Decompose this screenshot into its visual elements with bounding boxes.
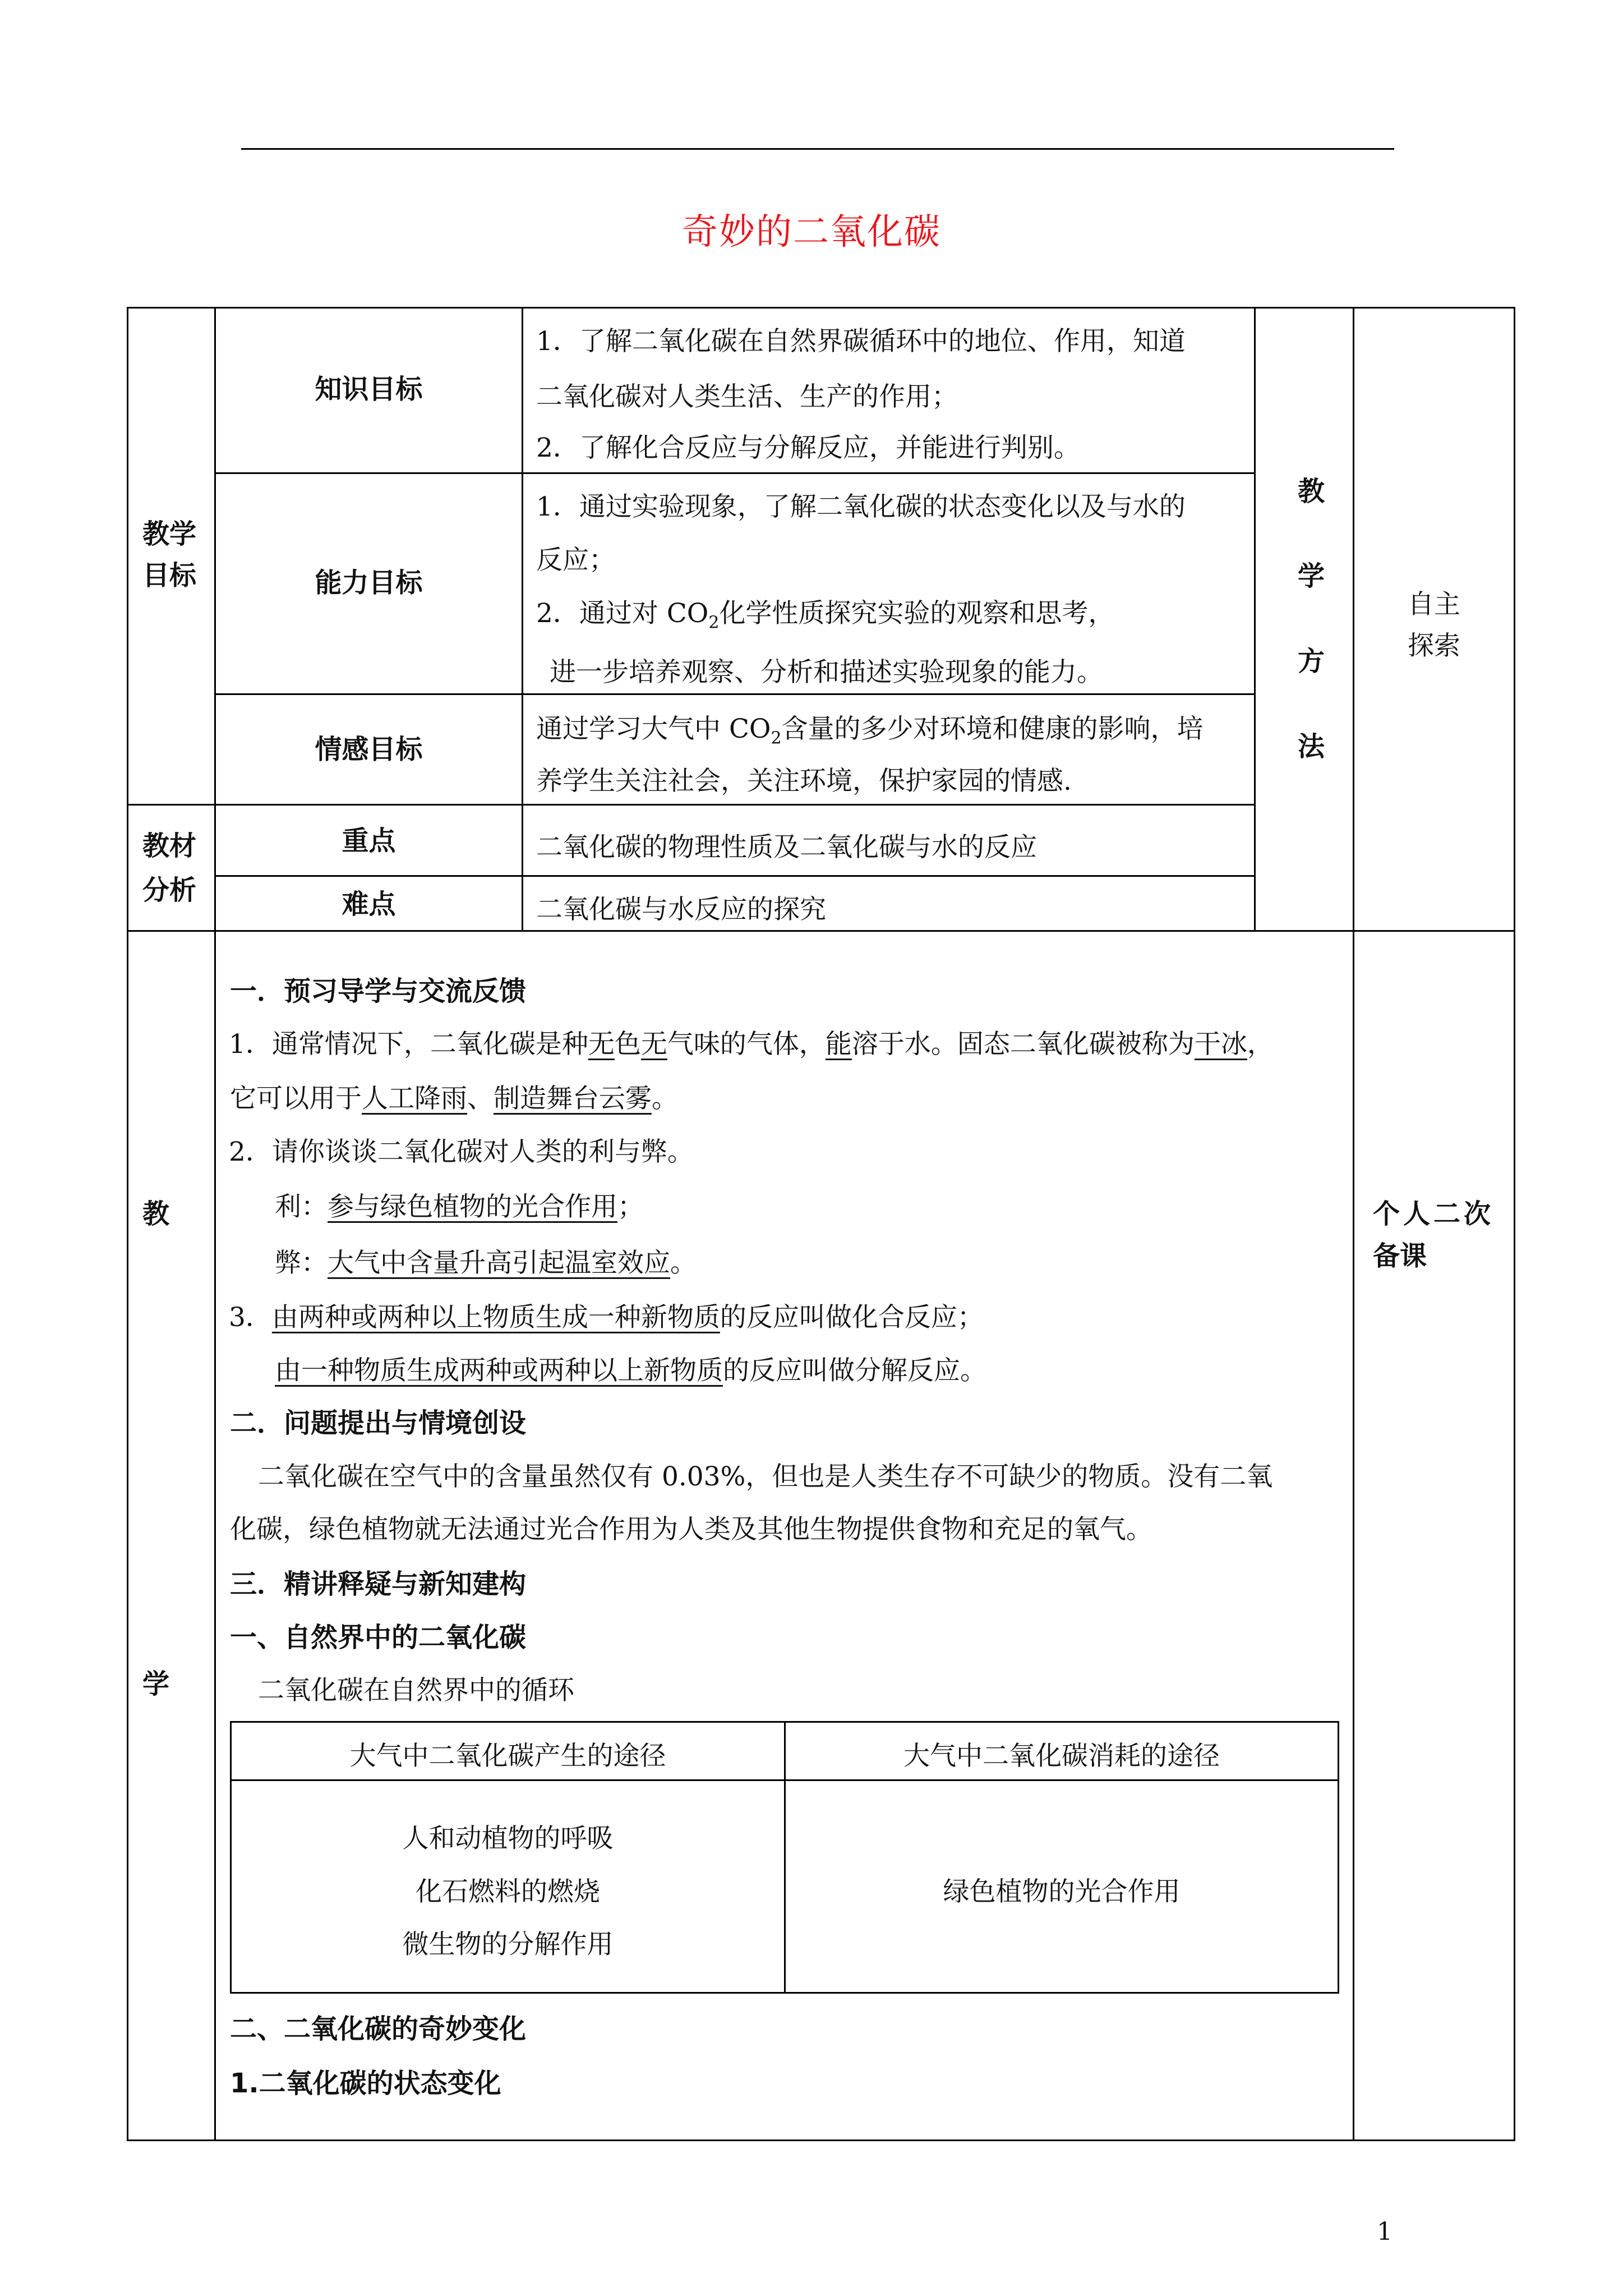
method-label: 法 bbox=[1298, 731, 1325, 762]
method-label: 方 bbox=[1298, 646, 1325, 677]
personal-prep-note: 个人二次 bbox=[1373, 1198, 1495, 1230]
question-1: 它可以用于人工降雨、制造舞台云雾。 bbox=[230, 1083, 678, 1114]
material-row-label: 教材 bbox=[142, 830, 197, 862]
cycle-source-item: 微生物的分解作用 bbox=[402, 1929, 614, 1960]
difficult-point-label: 难点 bbox=[342, 889, 396, 920]
emotion-goal-text: 通过学习大气中 $CO_2$含量的多少对环境和健康的影响，培 bbox=[536, 714, 1204, 748]
question-2-pro: 利：参与绿色植物的光合作用； bbox=[275, 1191, 644, 1222]
knowledge-goal-text: 二氧化碳对人类生活、生产的作用； bbox=[536, 381, 958, 412]
table-line bbox=[127, 930, 1515, 932]
page-number: 1 bbox=[1377, 2217, 1393, 2246]
material-row-label: 分析 bbox=[142, 875, 197, 906]
question-2-con: 弊：大气中含量升高引起温室效应。 bbox=[275, 1248, 697, 1278]
question-3: 由一种物质生成两种或两种以上新物质的反应叫做分解反应。 bbox=[275, 1355, 986, 1386]
section-heading: 三．精讲释疑与新知建构 bbox=[230, 1568, 527, 1600]
method-value: 自主 bbox=[1408, 589, 1460, 620]
scenario-paragraph: 化碳，绿色植物就无法通过光合作用为人类及其他生物提供食物和充足的氧气。 bbox=[230, 1514, 1152, 1545]
table-line bbox=[127, 804, 1256, 806]
knowledge-goal-label: 知识目标 bbox=[315, 374, 423, 405]
table-line bbox=[522, 307, 523, 932]
cycle-source-item: 人和动植物的呼吸 bbox=[402, 1823, 614, 1854]
knowledge-goal-text: 2．了解化合反应与分解反应，并能进行判别。 bbox=[536, 432, 1080, 463]
subsection-heading: 二、二氧化碳的奇妙变化 bbox=[230, 2013, 527, 2045]
question-2: 2．请你谈谈二氧化碳对人类的利与弊。 bbox=[229, 1137, 694, 1167]
table-line bbox=[214, 693, 1256, 695]
cycle-sink-item: 绿色植物的光合作用 bbox=[943, 1876, 1181, 1907]
method-label: 学 bbox=[1298, 560, 1325, 592]
cycle-intro: 二氧化碳在自然界中的循环 bbox=[258, 1675, 574, 1706]
page-title: 奇妙的二氧化碳 bbox=[682, 211, 941, 253]
emotion-goal-label: 情感目标 bbox=[315, 734, 423, 765]
subsection-heading: 一、自然界中的二氧化碳 bbox=[230, 1622, 527, 1653]
question-3: 3．由两种或两种以上物质生成一种新物质的反应叫做化合反应； bbox=[229, 1302, 984, 1333]
method-value: 探索 bbox=[1408, 631, 1460, 661]
method-label: 教 bbox=[1298, 476, 1325, 507]
personal-prep-note: 备课 bbox=[1373, 1240, 1427, 1272]
ability-goal-text: 进一步培养观察、分析和描述实验现象的能力。 bbox=[550, 657, 1103, 688]
cycle-source-item: 化石燃料的燃烧 bbox=[416, 1876, 600, 1907]
table-line bbox=[1254, 307, 1256, 932]
question-1: 1．通常情况下，二氧化碳是种无色无气味的气体，能溶于水。固态二氧化碳被称为干冰， bbox=[229, 1029, 1274, 1060]
cycle-col-header: 大气中二氧化碳消耗的途径 bbox=[903, 1741, 1220, 1772]
scenario-paragraph: 二氧化碳在空气中的含量虽然仅有 0.03%，但也是人类生存不可缺少的物质。没有二氧 bbox=[258, 1461, 1273, 1492]
subsection-heading: 1.二氧化碳的状态变化 bbox=[230, 2068, 501, 2099]
table-line bbox=[1353, 307, 1354, 2141]
emotion-goal-text: 养学生关注社会，关注环境，保护家园的情感. bbox=[536, 766, 1072, 797]
header-rule bbox=[241, 148, 1394, 150]
ability-goal-text: 2．通过对 $CO_2$化学性质探究实验的观察和思考， bbox=[536, 598, 1115, 633]
section-heading: 二．问题提出与情境创设 bbox=[230, 1407, 527, 1439]
ability-goal-label: 能力目标 bbox=[315, 567, 423, 599]
ability-goal-text: 1．通过实验现象，了解二氧化碳的状态变化以及与水的 bbox=[536, 491, 1186, 522]
table-line bbox=[230, 1779, 1339, 1781]
objectives-row-label: 教学 bbox=[142, 518, 197, 550]
table-line bbox=[214, 472, 1256, 474]
key-point-value: 二氧化碳的物理性质及二氧化碳与水的反应 bbox=[536, 832, 1037, 863]
knowledge-goal-text: 1．了解二氧化碳在自然界碳循环中的地位、作用，知道 bbox=[536, 326, 1186, 357]
key-point-label: 重点 bbox=[342, 825, 396, 857]
section-heading: 一．预习导学与交流反馈 bbox=[230, 976, 527, 1007]
difficult-point-value: 二氧化碳与水反应的探究 bbox=[536, 894, 826, 925]
objectives-row-label: 目标 bbox=[142, 560, 197, 591]
teaching-label: 学 bbox=[142, 1668, 170, 1700]
ability-goal-text: 反应； bbox=[536, 545, 615, 576]
table-line bbox=[214, 875, 1256, 877]
cycle-col-header: 大气中二氧化碳产生的途径 bbox=[349, 1741, 666, 1772]
teaching-label: 教 bbox=[142, 1198, 170, 1230]
